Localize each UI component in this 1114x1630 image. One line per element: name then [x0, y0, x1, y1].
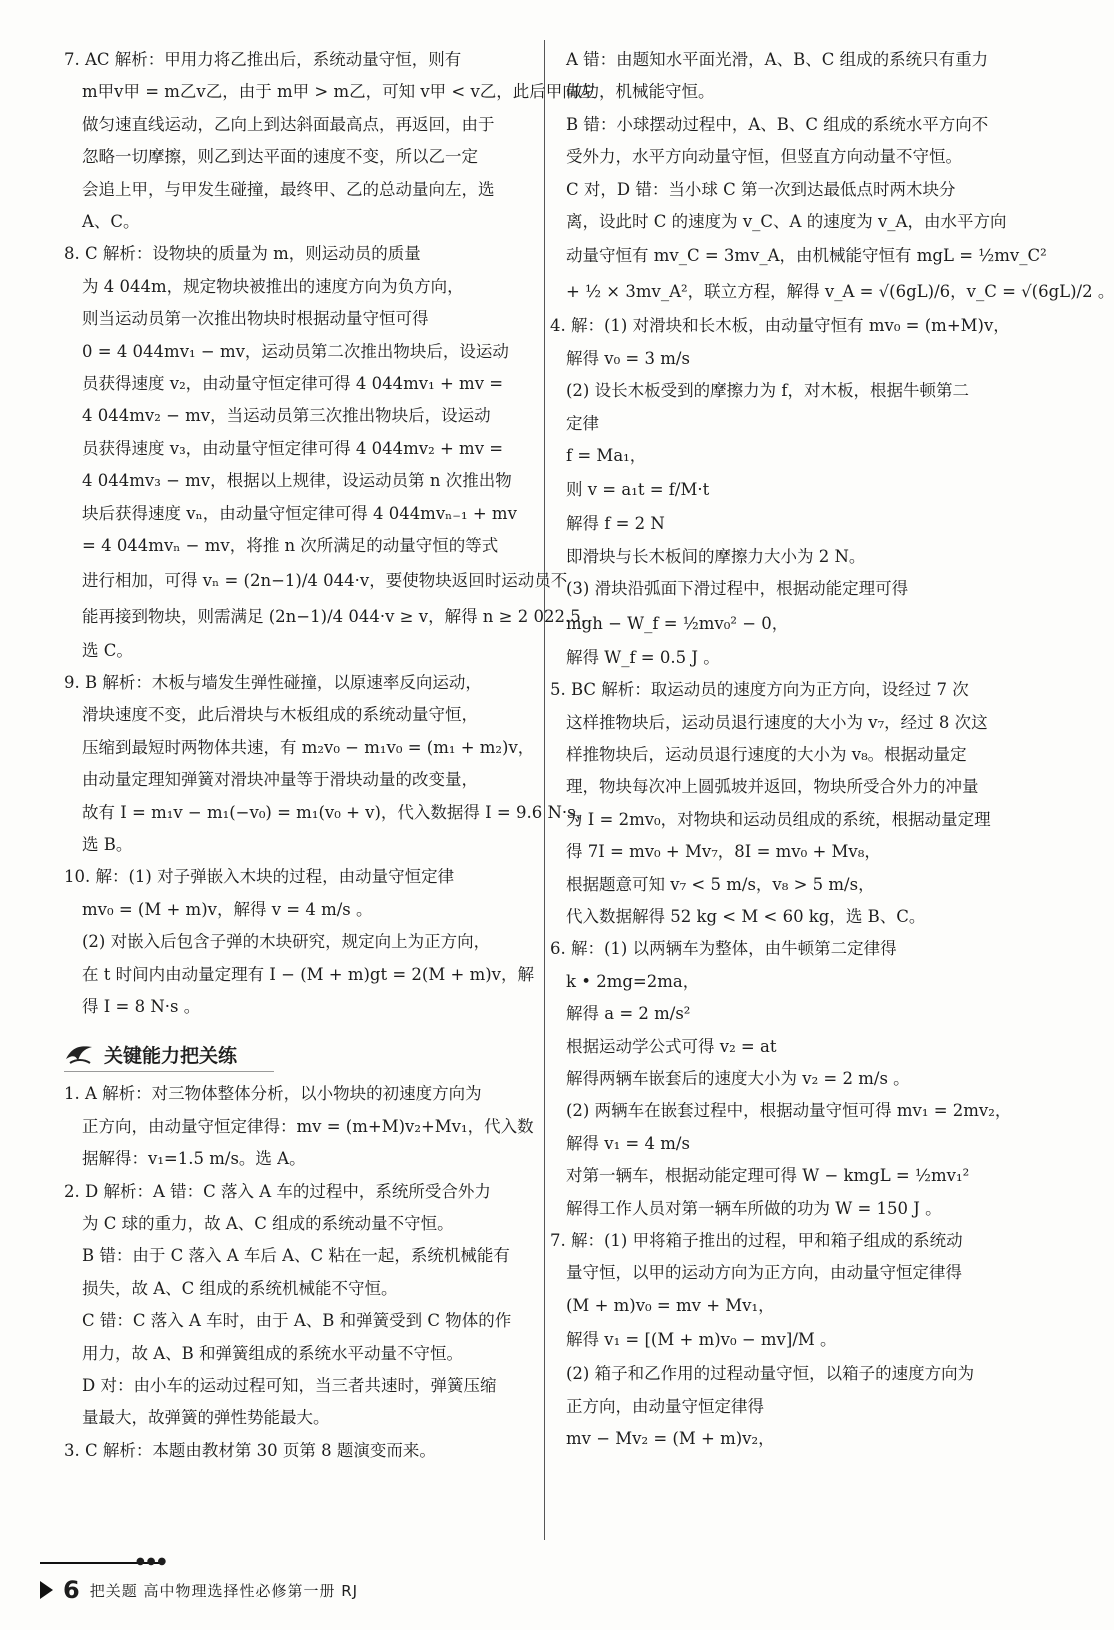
answer-line: 能再接到物块，则需满足 (2n−1)/4 044·v ≥ v，解得 n ≥ 2 022.5，: [82, 606, 598, 626]
answer-line: 解得 v₀ = 3 m/s: [566, 348, 690, 368]
answer-line: 代入数据解得 52 kg < M < 60 kg，选 B、C。: [566, 906, 926, 926]
answer-line: m甲v甲 = m乙v乙，由于 m甲 > m乙，可知 v甲 < v乙，此后甲向左: [82, 82, 596, 102]
answer-line: 压缩到最短时两物体共速，有 m₂v₀ − m₁v₀ = (m₁ + m₂)v，: [82, 737, 535, 757]
answer-line: 即滑块与长木板间的摩擦力大小为 2 N。: [566, 546, 866, 566]
answer-line: B 错：小球摆动过程中，A、B、C 组成的系统水平方向不: [566, 114, 989, 134]
answer-line: 量守恒，以甲的运动方向为正方向，由动量守恒定律得: [566, 1263, 962, 1283]
answer-line: 得 I = 8 N·s 。: [82, 996, 201, 1016]
answer-line: 选 B。: [82, 834, 133, 854]
answer-line: 员获得速度 v₂，由动量守恒定律可得 4 044mv₁ + mv =: [82, 374, 504, 394]
answer-line: 进行相加，可得 vₙ = (2n−1)/4 044·v，要使物块返回时运动员不: [82, 570, 568, 590]
answer-line: 0 = 4 044mv₁ − mv，运动员第二次推出物块后，设运动: [82, 341, 509, 361]
answer-line: 受外力，水平方向动量守恒，但竖直方向动量不守恒。: [566, 147, 962, 167]
answer-heading-line: 5. BC 解析：取运动员的速度方向为正方向，设经过 7 次: [550, 680, 969, 700]
answer-line: 得 7I = mv₀ + Mv₇，8I = mv₀ + Mv₈，: [566, 842, 881, 862]
answer-line: 解得 f = 2 N: [566, 514, 665, 534]
answer-line: 损失，故 A、C 组成的系统机械能不守恒。: [82, 1278, 398, 1298]
answer-line: 选 C。: [82, 640, 133, 660]
answer-line: (2) 两辆车在嵌套过程中，根据动量守恒可得 mv₁ = 2mv₂，: [566, 1101, 1012, 1121]
answer-line: 解得 v₁ = 4 m/s: [566, 1133, 690, 1153]
left-answers: [64, 44, 598, 1023]
answer-line: 解得 v₁ = [(M + m)v₀ − mv]/M 。: [566, 1330, 837, 1350]
answer-line: (2) 对嵌入后包含子弹的木块研究，规定向上为正方向，: [82, 932, 491, 952]
answer-line: 为 C 球的重力，故 A、C 组成的系统动量不守恒。: [82, 1214, 454, 1233]
answer-line: 解得两辆车嵌套后的速度大小为 v₂ = 2 m/s 。: [566, 1068, 910, 1088]
answer-line: 离，设此时 C 的速度为 v_C、A 的速度为 v_A，由水平方向: [566, 212, 1007, 232]
answer-heading-line: 6. 解：(1) 以两辆车为整体，由牛顿第二定律得: [550, 939, 897, 959]
answer-line: 对第一辆车，根据动能定理可得 W − kmgL = ½mv₁²: [566, 1166, 970, 1186]
footer-text: 把关题 高中物理选择性必修第一册 RJ: [89, 1581, 359, 1600]
answer-line: 理，物块每次冲上圆弧坡并返回，物块所受合外力的冲量: [566, 777, 979, 797]
left-answers-2: [64, 1078, 534, 1467]
answer-line: 做匀速直线运动，乙向上到达斜面最高点，再返回，由于: [82, 114, 495, 134]
answer-line: (2) 设长木板受到的摩擦力为 f，对木板，根据牛顿第二: [566, 381, 969, 401]
answer-line: f = Ma₁，: [566, 446, 647, 466]
answer-line: 故有 I = m₁v − m₁(−v₀) = m₁(v₀ + v)，代入数据得 I = 9.6 N·s，: [82, 802, 593, 822]
play-arrow-icon: [40, 1581, 53, 1599]
answer-heading-line: 3. C 解析：本题由教材第 30 页第 8 题演变而来。: [64, 1440, 436, 1460]
right-answers: [550, 44, 1114, 1455]
answer-line: 4 044mv₃ − mv，根据以上规律，设运动员第 n 次推出物: [82, 471, 512, 491]
answer-line: 解得工作人员对第一辆车所做的功为 W = 150 J 。: [566, 1198, 942, 1218]
answer-line: 解得 W_f = 0.5 J 。: [566, 647, 720, 667]
answer-line: 样推物块后，运动员退行速度的大小为 v₈。根据动量定: [566, 744, 967, 764]
answer-heading-line: 9. B 解析：木板与墙发生弹性碰撞，以原速率反向运动，: [64, 672, 482, 692]
answer-line: 这样推物块后，运动员退行速度的大小为 v₇，经过 8 次这: [566, 712, 988, 732]
bird-icon: [64, 1041, 94, 1067]
footer-dots: ●●●: [136, 1556, 169, 1567]
right-column: [550, 44, 1114, 1455]
answer-line: D 对：由小车的运动过程可知，当三者共速时，弹簧压缩: [82, 1376, 497, 1396]
answer-line: 块后获得速度 vₙ，由动量守恒定律可得 4 044mvₙ₋₁ + mv: [82, 503, 517, 523]
answer-line: C 对，D 错：当小球 C 第一次到达最低点时两木块分: [566, 179, 956, 199]
answer-line: 则 v = a₁t = f/M·t: [566, 480, 710, 500]
answer-line: 解得 a = 2 m/s²: [566, 1004, 691, 1024]
answer-line: 根据运动学公式可得 v₂ = at: [566, 1036, 777, 1056]
answer-line: k • 2mg=2ma，: [566, 971, 700, 991]
answer-line: (M + m)v₀ = mv + Mv₁，: [566, 1295, 775, 1315]
answer-line: 动量守恒有 mv_C = 3mv_A，由机械能守恒有 mgL = ½mv_C²: [566, 246, 1047, 266]
answer-line: 据解得：v₁=1.5 m/s。选 A。: [82, 1149, 306, 1169]
page-number: 6: [63, 1576, 80, 1604]
answer-line: 为 I = 2mv₀，对物块和运动员组成的系统，根据动量定理: [566, 809, 991, 829]
answer-heading-line: 4. 解：(1) 对滑块和长木板，由动量守恒有 mv₀ = (m+M)v，: [550, 316, 1010, 336]
answer-heading-line: 7. AC 解析：甲用力将乙推出后，系统动量守恒，则有: [64, 50, 462, 69]
answer-line: 则当运动员第一次推出物块时根据动量守恒可得: [82, 309, 429, 329]
answer-heading-line: 10. 解：(1) 对子弹嵌入木块的过程，由动量守恒定律: [64, 867, 455, 887]
answer-line: 用力，故 A、B 和弹簧组成的系统水平动量不守恒。: [82, 1343, 464, 1363]
answer-line: (3) 滑块沿弧面下滑过程中，根据动能定理可得: [566, 579, 909, 599]
answer-line: 会追上甲，与甲发生碰撞，最终甲、乙的总动量向左，选: [82, 179, 495, 199]
answer-line: B 错：由于 C 落入 A 车后 A、C 粘在一起，系统机械能有: [82, 1246, 510, 1266]
left-column: [64, 44, 598, 1467]
answer-line: 滑块速度不变，此后滑块与木板组成的系统动量守恒，: [82, 705, 478, 725]
answer-line: (2) 箱子和乙作用的过程动量守恒，以箱子的速度方向为: [566, 1364, 975, 1384]
answer-line: A、C。: [82, 212, 140, 232]
answer-heading-line: 8. C 解析：设物块的质量为 m，则运动员的质量: [64, 244, 421, 264]
page-footer: [40, 1556, 600, 1610]
answer-line: 忽略一切摩擦，则乙到达平面的速度不变，所以乙一定: [82, 147, 478, 167]
answer-line: mv − Mv₂ = (M + m)v₂，: [566, 1429, 775, 1449]
answer-line: 正方向，由动量守恒定律得: [566, 1396, 764, 1416]
answer-line: 为 4 044m，规定物块被推出的速度方向为负方向，: [82, 276, 464, 296]
answer-heading-line: 2. D 解析：A 错：C 落入 A 车的过程中，系统所受合外力: [64, 1181, 491, 1201]
answer-line: 由动量定理知弹簧对滑块冲量等于滑块动量的改变量，: [82, 770, 478, 790]
answer-line: A 错：由题知水平面光滑，A、B、C 组成的系统只有重力: [566, 50, 989, 69]
answer-line: + ½ × 3mv_A²，联立方程，解得 v_A = √(6gL)/6，v_C = √(6gL)/2 。: [566, 282, 1114, 302]
answer-line: C 错：C 落入 A 车时，由于 A、B 和弹簧受到 C 物体的作: [82, 1311, 512, 1331]
section-title: 关键能力把关练: [104, 1044, 238, 1067]
answer-line: = 4 044mvₙ − mv，将推 n 次所满足的动量守恒的等式: [82, 536, 499, 556]
answer-line: mgh − W_f = ½mv₀² − 0，: [566, 613, 789, 633]
answer-line: 根据题意可知 v₇ < 5 m/s，v₈ > 5 m/s，: [566, 874, 875, 894]
answer-line: 正方向，由动量守恒定律得：mv = (m+M)v₂+Mv₁，代入数: [82, 1116, 534, 1136]
answer-line: 定律: [566, 413, 599, 433]
answer-line: 在 t 时间内由动量定理有 I − (M + m)gt = 2(M + m)v，解: [82, 964, 534, 984]
answer-heading-line: 1. A 解析：对三物体整体分析，以小物块的初速度方向为: [64, 1084, 482, 1104]
section-header: [64, 1037, 274, 1072]
answer-line: mv₀ = (M + m)v，解得 v = 4 m/s 。: [82, 899, 373, 919]
answer-line: 4 044mv₂ − mv，当运动员第三次推出物块后，设运动: [82, 406, 491, 426]
column-divider: [544, 40, 545, 1540]
answer-line: 员获得速度 v₃，由动量守恒定律可得 4 044mv₂ + mv =: [82, 438, 504, 458]
answer-heading-line: 7. 解：(1) 甲将箱子推出的过程，甲和箱子组成的系统动: [550, 1231, 963, 1250]
answer-line: 量最大，故弹簧的弹性势能最大。: [82, 1408, 330, 1428]
answer-line: 做功，机械能守恒。: [566, 82, 715, 102]
